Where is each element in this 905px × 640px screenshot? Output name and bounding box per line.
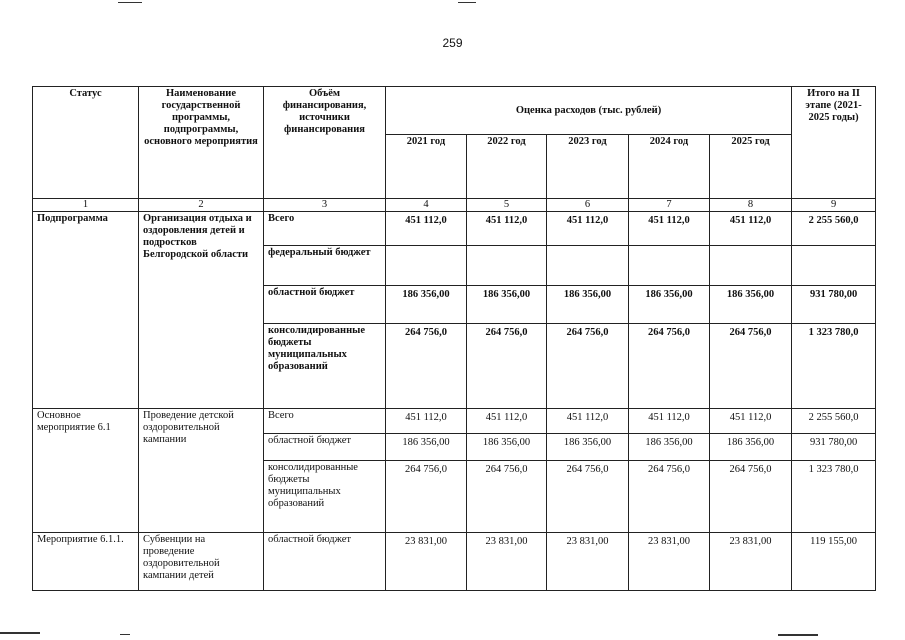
row-value: 264 756,0 (467, 461, 547, 533)
header-year: 2024 год (629, 135, 710, 199)
row-source: федеральный бюджет (264, 246, 386, 286)
row-value (467, 246, 547, 286)
row-total: 119 155,00 (792, 533, 876, 591)
row-value (710, 246, 792, 286)
row-source: консолидированные бюджеты муниципальных образований (264, 461, 386, 533)
row-value (547, 246, 629, 286)
header-year: 2021 год (386, 135, 467, 199)
row-value: 23 831,00 (467, 533, 547, 591)
scan-artifact (778, 634, 818, 636)
row-value: 186 356,00 (629, 434, 710, 461)
column-index: 5 (467, 199, 547, 212)
column-index-row (33, 199, 876, 212)
row-value (386, 246, 467, 286)
row-value: 264 756,0 (547, 324, 629, 409)
row-value: 264 756,0 (386, 461, 467, 533)
row-value: 451 112,0 (710, 409, 792, 434)
row-source: областной бюджет (264, 286, 386, 324)
row-value: 264 756,0 (547, 461, 629, 533)
row-value: 23 831,00 (547, 533, 629, 591)
row-value: 186 356,00 (547, 434, 629, 461)
row-value: 186 356,00 (467, 286, 547, 324)
row-value: 186 356,00 (386, 286, 467, 324)
scan-artifact (458, 2, 476, 3)
row-source: консолидированные бюджеты муниципальных образований (264, 324, 386, 409)
scan-artifact (0, 632, 40, 634)
row-value: 451 112,0 (710, 212, 792, 246)
row-source: областной бюджет (264, 434, 386, 461)
row-status: Подпрограмма (33, 212, 139, 409)
column-index: 8 (710, 199, 792, 212)
budget-table (32, 86, 876, 591)
table-row (33, 533, 876, 591)
row-value: 451 112,0 (629, 212, 710, 246)
header-volume: Объём финансирования, источники финансирования (264, 87, 386, 199)
row-value: 264 756,0 (629, 461, 710, 533)
row-total: 931 780,00 (792, 286, 876, 324)
column-index: 7 (629, 199, 710, 212)
row-value: 186 356,00 (629, 286, 710, 324)
row-total: 931 780,00 (792, 434, 876, 461)
table-row (33, 212, 876, 246)
row-status: Мероприятие 6.1.1. (33, 533, 139, 591)
row-value: 451 112,0 (467, 212, 547, 246)
row-name: Субвенции на проведение оздоровительной кампании детей (139, 533, 264, 591)
row-source: Всего (264, 409, 386, 434)
row-total (792, 246, 876, 286)
row-value: 264 756,0 (467, 324, 547, 409)
row-value: 186 356,00 (467, 434, 547, 461)
row-value: 264 756,0 (629, 324, 710, 409)
row-name: Проведение детской оздоровительной кампании (139, 409, 264, 533)
row-value: 23 831,00 (629, 533, 710, 591)
header-total: Итого на II этапе (2021-2025 годы) (792, 87, 876, 199)
row-total: 1 323 780,0 (792, 324, 876, 409)
header-year: 2023 год (547, 135, 629, 199)
header-estimate: Оценка расходов (тыс. рублей) (386, 87, 792, 135)
row-source: областной бюджет (264, 533, 386, 591)
column-index: 2 (139, 199, 264, 212)
scan-artifact (120, 634, 130, 635)
row-value: 451 112,0 (629, 409, 710, 434)
column-index: 1 (33, 199, 139, 212)
column-index: 9 (792, 199, 876, 212)
row-value: 451 112,0 (467, 409, 547, 434)
row-value: 451 112,0 (547, 212, 629, 246)
column-index: 4 (386, 199, 467, 212)
row-value: 23 831,00 (386, 533, 467, 591)
row-value: 186 356,00 (386, 434, 467, 461)
row-value: 186 356,00 (547, 286, 629, 324)
row-source: Всего (264, 212, 386, 246)
row-value: 23 831,00 (710, 533, 792, 591)
header-year: 2022 год (467, 135, 547, 199)
row-value: 451 112,0 (547, 409, 629, 434)
row-total: 2 255 560,0 (792, 409, 876, 434)
row-name: Организация отдыха и оздоровления детей и подростков Белгородской области (139, 212, 264, 409)
row-status: Основное мероприятие 6.1 (33, 409, 139, 533)
column-index: 6 (547, 199, 629, 212)
row-total: 2 255 560,0 (792, 212, 876, 246)
header-year: 2025 год (710, 135, 792, 199)
column-index: 3 (264, 199, 386, 212)
row-value: 186 356,00 (710, 434, 792, 461)
row-value (629, 246, 710, 286)
row-value: 186 356,00 (710, 286, 792, 324)
page-number: 259 (442, 36, 463, 50)
header-status: Статус (33, 87, 139, 199)
row-value: 451 112,0 (386, 212, 467, 246)
row-value: 264 756,0 (386, 324, 467, 409)
table-row (33, 409, 876, 434)
row-total: 1 323 780,0 (792, 461, 876, 533)
row-value: 264 756,0 (710, 324, 792, 409)
row-value: 264 756,0 (710, 461, 792, 533)
scan-artifact (118, 2, 142, 3)
row-value: 451 112,0 (386, 409, 467, 434)
header-name: Наименование государственной программы, подпрограммы, основного мероприятия (139, 87, 264, 199)
